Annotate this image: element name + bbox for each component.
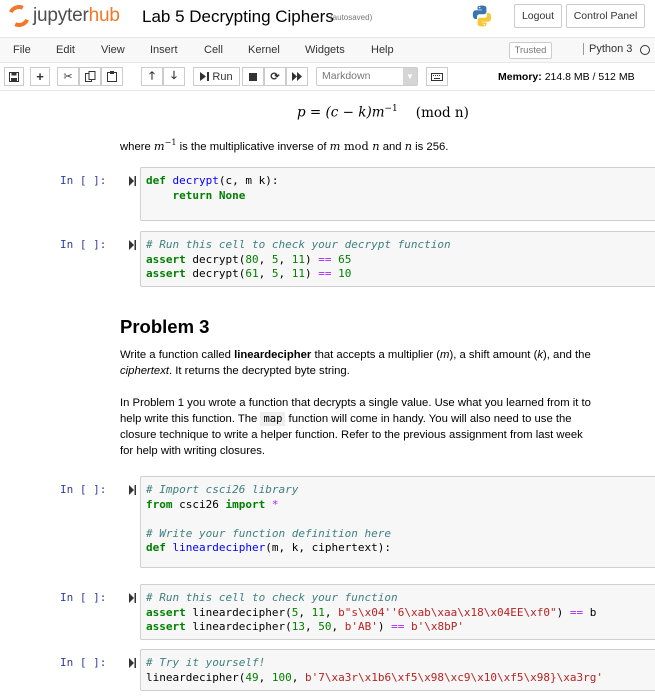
note-var-n2: n <box>404 139 412 153</box>
note-var-m: m <box>153 139 165 153</box>
p1-var-m: m <box>440 349 450 361</box>
code-token <box>212 189 219 202</box>
fast-forward-icon <box>292 72 303 81</box>
code-token: # Import csci26 library <box>146 483 299 496</box>
code-token: 5 <box>271 252 279 266</box>
menu-insert[interactable]: Insert <box>150 44 178 56</box>
code-token: # Run this cell to check your decrypt function <box>146 238 451 251</box>
code-token: , <box>258 670 272 684</box>
kernel-name[interactable]: Python 3 <box>583 43 632 55</box>
code-token: * <box>271 497 279 511</box>
copy-button[interactable] <box>79 67 101 86</box>
note-middle: is the multiplicative inverse of <box>176 140 330 153</box>
code-token: 61 <box>245 267 259 280</box>
code-token: (m, k, ciphertext): <box>265 541 392 554</box>
menu-file[interactable]: File <box>13 44 31 56</box>
code-token: , <box>304 620 319 633</box>
code-token: import <box>225 497 266 511</box>
code-token: 11 <box>291 252 305 266</box>
autosave-status: (autosaved) <box>330 13 373 22</box>
save-icon <box>9 72 19 82</box>
menu-kernel[interactable]: Kernel <box>248 44 280 56</box>
paste-button[interactable] <box>101 67 123 86</box>
logout-button[interactable]: Logout <box>514 4 562 28</box>
note-var-m2: m <box>329 139 341 153</box>
p2-line: closure technique to write a helper function. Refer to the previous assignment from last week <box>120 429 583 441</box>
code-token: , <box>324 605 339 619</box>
code-token: b'\x8bP' <box>410 620 464 633</box>
code-cell[interactable] <box>140 476 655 568</box>
code-token: (c, m k): <box>218 174 279 187</box>
code-line <box>146 267 655 282</box>
jupyter-logo-icon <box>5 2 33 30</box>
decrypt-formula <box>297 104 469 121</box>
memory-value: 214.8 MB / 512 MB <box>544 71 635 83</box>
code-token: # Try it yourself! <box>146 656 266 669</box>
formula-lhs: p = (c − k)m <box>297 104 385 121</box>
code-token: 5 <box>271 267 279 280</box>
paste-icon <box>107 71 117 82</box>
arrow-up-icon: 🡑 <box>149 70 155 82</box>
code-cell[interactable] <box>140 231 655 287</box>
p1-text: that accepts a multiplier ( <box>311 349 441 361</box>
code-token: return <box>172 188 213 202</box>
save-button[interactable] <box>4 67 24 86</box>
memory-usage <box>498 71 635 83</box>
command-palette-button[interactable] <box>426 67 448 86</box>
p2-line: for help with writing closures. <box>120 445 266 457</box>
code-token: lineardecipher( <box>185 605 292 619</box>
code-line <box>146 483 655 498</box>
code-token: def <box>146 174 166 187</box>
control-panel-button[interactable]: Control Panel <box>566 4 645 28</box>
code-token: 50 <box>318 620 332 633</box>
menu-help[interactable]: Help <box>371 44 394 56</box>
restart-button[interactable] <box>264 67 286 86</box>
keyboard-icon <box>431 73 443 81</box>
code-token: , <box>291 670 305 684</box>
code-token: 5 <box>291 605 299 619</box>
code-token: b <box>583 605 597 619</box>
run-cell-icon[interactable] <box>129 593 136 603</box>
cell-prompt: In [ ]: <box>60 656 107 669</box>
toolbar <box>0 63 655 91</box>
code-token: def <box>146 541 166 554</box>
p1-function-name: lineardecipher <box>234 349 312 361</box>
code-token: 11 <box>291 267 305 280</box>
problem-paragraph-1 <box>120 347 630 379</box>
copy-icon <box>85 71 96 82</box>
p2-line: function will come in handy. You will also need to use the <box>285 413 572 425</box>
step-forward-icon <box>200 72 209 81</box>
cut-button[interactable] <box>57 67 79 86</box>
code-token: 100 <box>271 670 292 684</box>
code-token: 65 <box>338 252 352 266</box>
p2-line: In Problem 1 you wrote a function that decrypts a single value. Use what you learned from it to <box>120 397 591 409</box>
formula-note <box>120 135 630 155</box>
code-token: # Write your function definition here <box>146 526 392 540</box>
code-token: 49 <box>245 670 259 684</box>
restart-run-all-button[interactable] <box>286 67 308 86</box>
note-suffix: is 256. <box>412 140 449 153</box>
cell-prompt: In [ ]: <box>60 174 107 187</box>
run-cell-icon[interactable] <box>129 485 136 495</box>
code-token: == <box>318 267 332 280</box>
menubar <box>0 37 655 63</box>
move-down-button[interactable] <box>163 67 185 86</box>
code-token: ) <box>556 605 570 619</box>
formula-exponent: −1 <box>384 104 398 114</box>
p2-inline-code: map <box>260 412 285 426</box>
memory-label: Memory: <box>498 71 542 83</box>
run-button[interactable] <box>193 67 240 86</box>
code-token: ) <box>377 620 392 633</box>
code-token: 13 <box>291 620 305 633</box>
code-line <box>146 189 655 204</box>
problem-heading: Problem 3 <box>120 316 210 337</box>
code-token: == <box>391 620 405 633</box>
code-token: 80 <box>245 252 259 266</box>
code-token: , <box>298 605 312 619</box>
kernel-status-icon <box>640 45 650 55</box>
code-token: == <box>318 252 332 266</box>
code-cell[interactable] <box>140 167 655 221</box>
code-token: b'7\xa3r\x1b6\xf5\x98\xc9\x10\xf5\x98}\xa3rg' <box>304 670 603 684</box>
code-token: 11 <box>311 605 325 619</box>
code-token: from <box>146 497 173 511</box>
code-token <box>265 498 272 511</box>
jupyterhub-logo[interactable] <box>8 3 120 29</box>
code-line <box>146 606 655 621</box>
code-token: , <box>258 267 272 280</box>
logo-prefix: jupyter <box>33 5 89 26</box>
run-cell-icon[interactable] <box>129 176 136 186</box>
run-label: Run <box>212 70 233 83</box>
code-line <box>146 498 655 513</box>
menu-view[interactable]: View <box>101 44 125 56</box>
p1-ciphertext: ciphertext <box>120 365 169 377</box>
code-token: b"s\x04''6\xab\xaa\x18\x04EE\xf0" <box>338 605 557 619</box>
code-token <box>166 541 173 554</box>
code-line <box>146 671 655 686</box>
note-exp: −1 <box>164 138 177 147</box>
restart-icon: ⟳ <box>270 71 280 83</box>
code-token: lineardecipher( <box>146 670 246 684</box>
menu-widgets[interactable]: Widgets <box>305 44 345 56</box>
code-cell[interactable] <box>140 584 655 640</box>
interrupt-button[interactable] <box>242 67 264 86</box>
insert-cell-button[interactable] <box>30 67 50 86</box>
scissors-icon: ✂ <box>63 71 73 83</box>
code-token: lineardecipher( <box>185 620 292 633</box>
p1-text: . It returns the decrypted byte string. <box>168 365 350 377</box>
code-line <box>146 541 655 556</box>
problem-paragraph-2 <box>120 395 630 459</box>
code-token: assert <box>146 605 186 619</box>
chevron-down-icon: ▼ <box>403 68 417 85</box>
code-token <box>146 189 173 202</box>
cell-type-select[interactable] <box>316 67 418 86</box>
code-token: == <box>569 605 584 619</box>
code-line <box>146 620 655 635</box>
code-token: assert <box>146 620 186 633</box>
code-token: decrypt( <box>185 267 246 280</box>
code-line <box>146 591 655 606</box>
cell-prompt: In [ ]: <box>60 483 107 496</box>
code-token: , <box>278 267 292 280</box>
note-var-n: n <box>372 139 380 153</box>
logo-suffix: hub <box>88 5 120 26</box>
code-token: decrypt <box>172 174 219 187</box>
code-token <box>404 620 411 633</box>
trusted-indicator[interactable]: Trusted <box>509 42 552 59</box>
menu-cell[interactable]: Cell <box>204 44 223 56</box>
notebook-title[interactable]: Lab 5 Decrypting Ciphers <box>142 7 334 26</box>
code-token: decrypt( <box>185 252 246 266</box>
code-token: lineardecipher <box>172 541 266 554</box>
p2-line: help write this function. The <box>120 413 261 425</box>
code-token: , <box>278 252 292 266</box>
note-and: and <box>379 140 405 153</box>
code-line <box>146 512 655 527</box>
code-line <box>146 527 655 542</box>
code-token: ) <box>304 252 319 266</box>
code-token: assert <box>146 267 186 280</box>
note-mod: mod <box>340 139 373 153</box>
cell-prompt: In [ ]: <box>60 591 107 604</box>
code-token: csci26 <box>172 497 226 511</box>
code-token: , <box>331 620 345 633</box>
p1-var-k: k <box>537 349 544 361</box>
code-token: # Run this cell to check your function <box>146 591 398 604</box>
cell-type-value: Markdown <box>322 70 371 82</box>
python-icon <box>470 4 494 28</box>
code-token: , <box>258 252 272 266</box>
p1-text: Write a function called <box>120 349 235 361</box>
code-token: 10 <box>338 267 352 280</box>
plus-icon: + <box>36 69 44 84</box>
move-up-button[interactable] <box>141 67 163 86</box>
formula-mod: (mod n) <box>415 104 469 121</box>
code-line <box>146 238 655 253</box>
code-line <box>146 253 655 268</box>
run-cell-icon[interactable] <box>129 658 136 668</box>
run-cell-icon[interactable] <box>129 240 136 250</box>
code-line <box>146 656 655 671</box>
p1-text: ), a shift amount ( <box>449 349 538 361</box>
code-token: ) <box>304 267 319 280</box>
arrow-down-icon: 🡓 <box>171 70 177 82</box>
cell-prompt: In [ ]: <box>60 238 107 251</box>
code-token <box>166 174 173 187</box>
p1-text: ), and the <box>543 349 591 361</box>
code-token: None <box>218 188 246 202</box>
stop-icon <box>249 73 257 81</box>
menu-edit[interactable]: Edit <box>56 44 75 56</box>
header <box>0 0 655 34</box>
code-token <box>146 512 153 525</box>
code-token: assert <box>146 252 186 266</box>
code-cell[interactable] <box>140 649 655 691</box>
code-line <box>146 174 655 189</box>
note-prefix: where <box>120 140 154 153</box>
code-token: b'AB' <box>344 620 378 633</box>
